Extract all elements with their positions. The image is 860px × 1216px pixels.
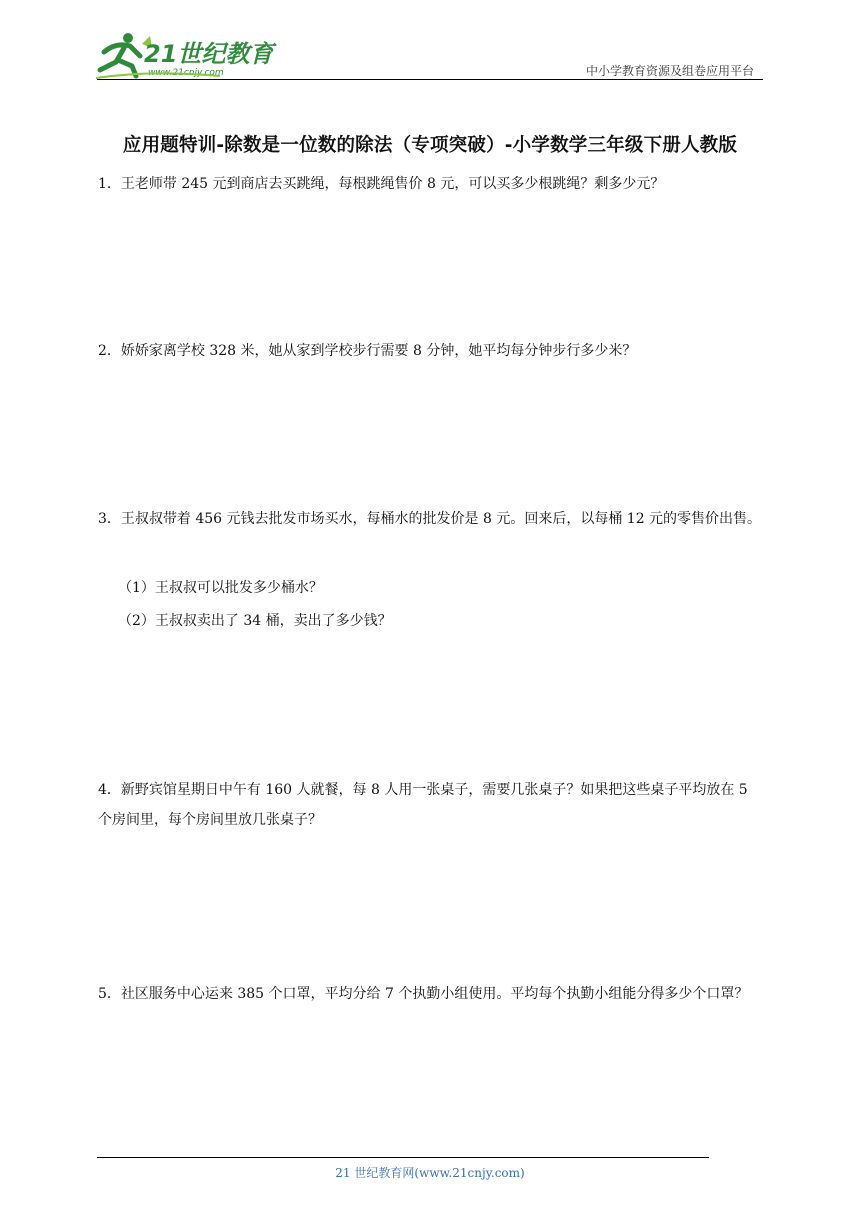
logo-url: www.21cnjy.com (148, 68, 224, 78)
question-4: 4．新野宾馆星期日中午有 160 人就餐，每 8 人用一张桌子，需要几张桌子？如果把这些桌子平均放在 5 个房间里，每个房间里放几张桌子？ (98, 782, 748, 828)
header-tagline: 中小学教育资源及组卷应用平台 (585, 64, 754, 78)
question-3-part-1: （1）王叔叔可以批发多少桶水？ (118, 580, 323, 596)
question-3-part-2: （2）王叔叔卖出了 34 桶，卖出了多少钱？ (118, 613, 392, 629)
page-header (0, 0, 860, 90)
footer-divider (97, 1157, 709, 1158)
worksheet-title: 应用题特训-除数是一位数的除法（专项突破）-小学数学三年级下册人教版 (122, 135, 738, 156)
logo-21cnjy (90, 30, 280, 80)
question-5: 5．社区服务中心运来 385 个口罩，平均分给 7 个执勤小组使用。平均每个执勤小组能分得多少个口罩？ (98, 986, 749, 1002)
header-divider (97, 79, 763, 80)
question-2: 2．娇娇家离学校 328 米，她从家到学校步行需要 8 分钟，她平均每分钟步行多少米？ (98, 343, 637, 359)
question-1: 1．王老师带 245 元到商店去买跳绳，每根跳绳售价 8 元，可以买多少根跳绳？剩多少元？ (98, 176, 665, 192)
question-3: 3．王叔叔带着 456 元钱去批发市场买水，每桶水的批发价是 8 元。回来后，以每桶 12 元的零售价出售。 (98, 511, 762, 527)
footer-text: 21 世纪教育网(www.21cnjy.com) (335, 1166, 525, 1180)
logo-text: 21世纪教育 (144, 40, 274, 68)
